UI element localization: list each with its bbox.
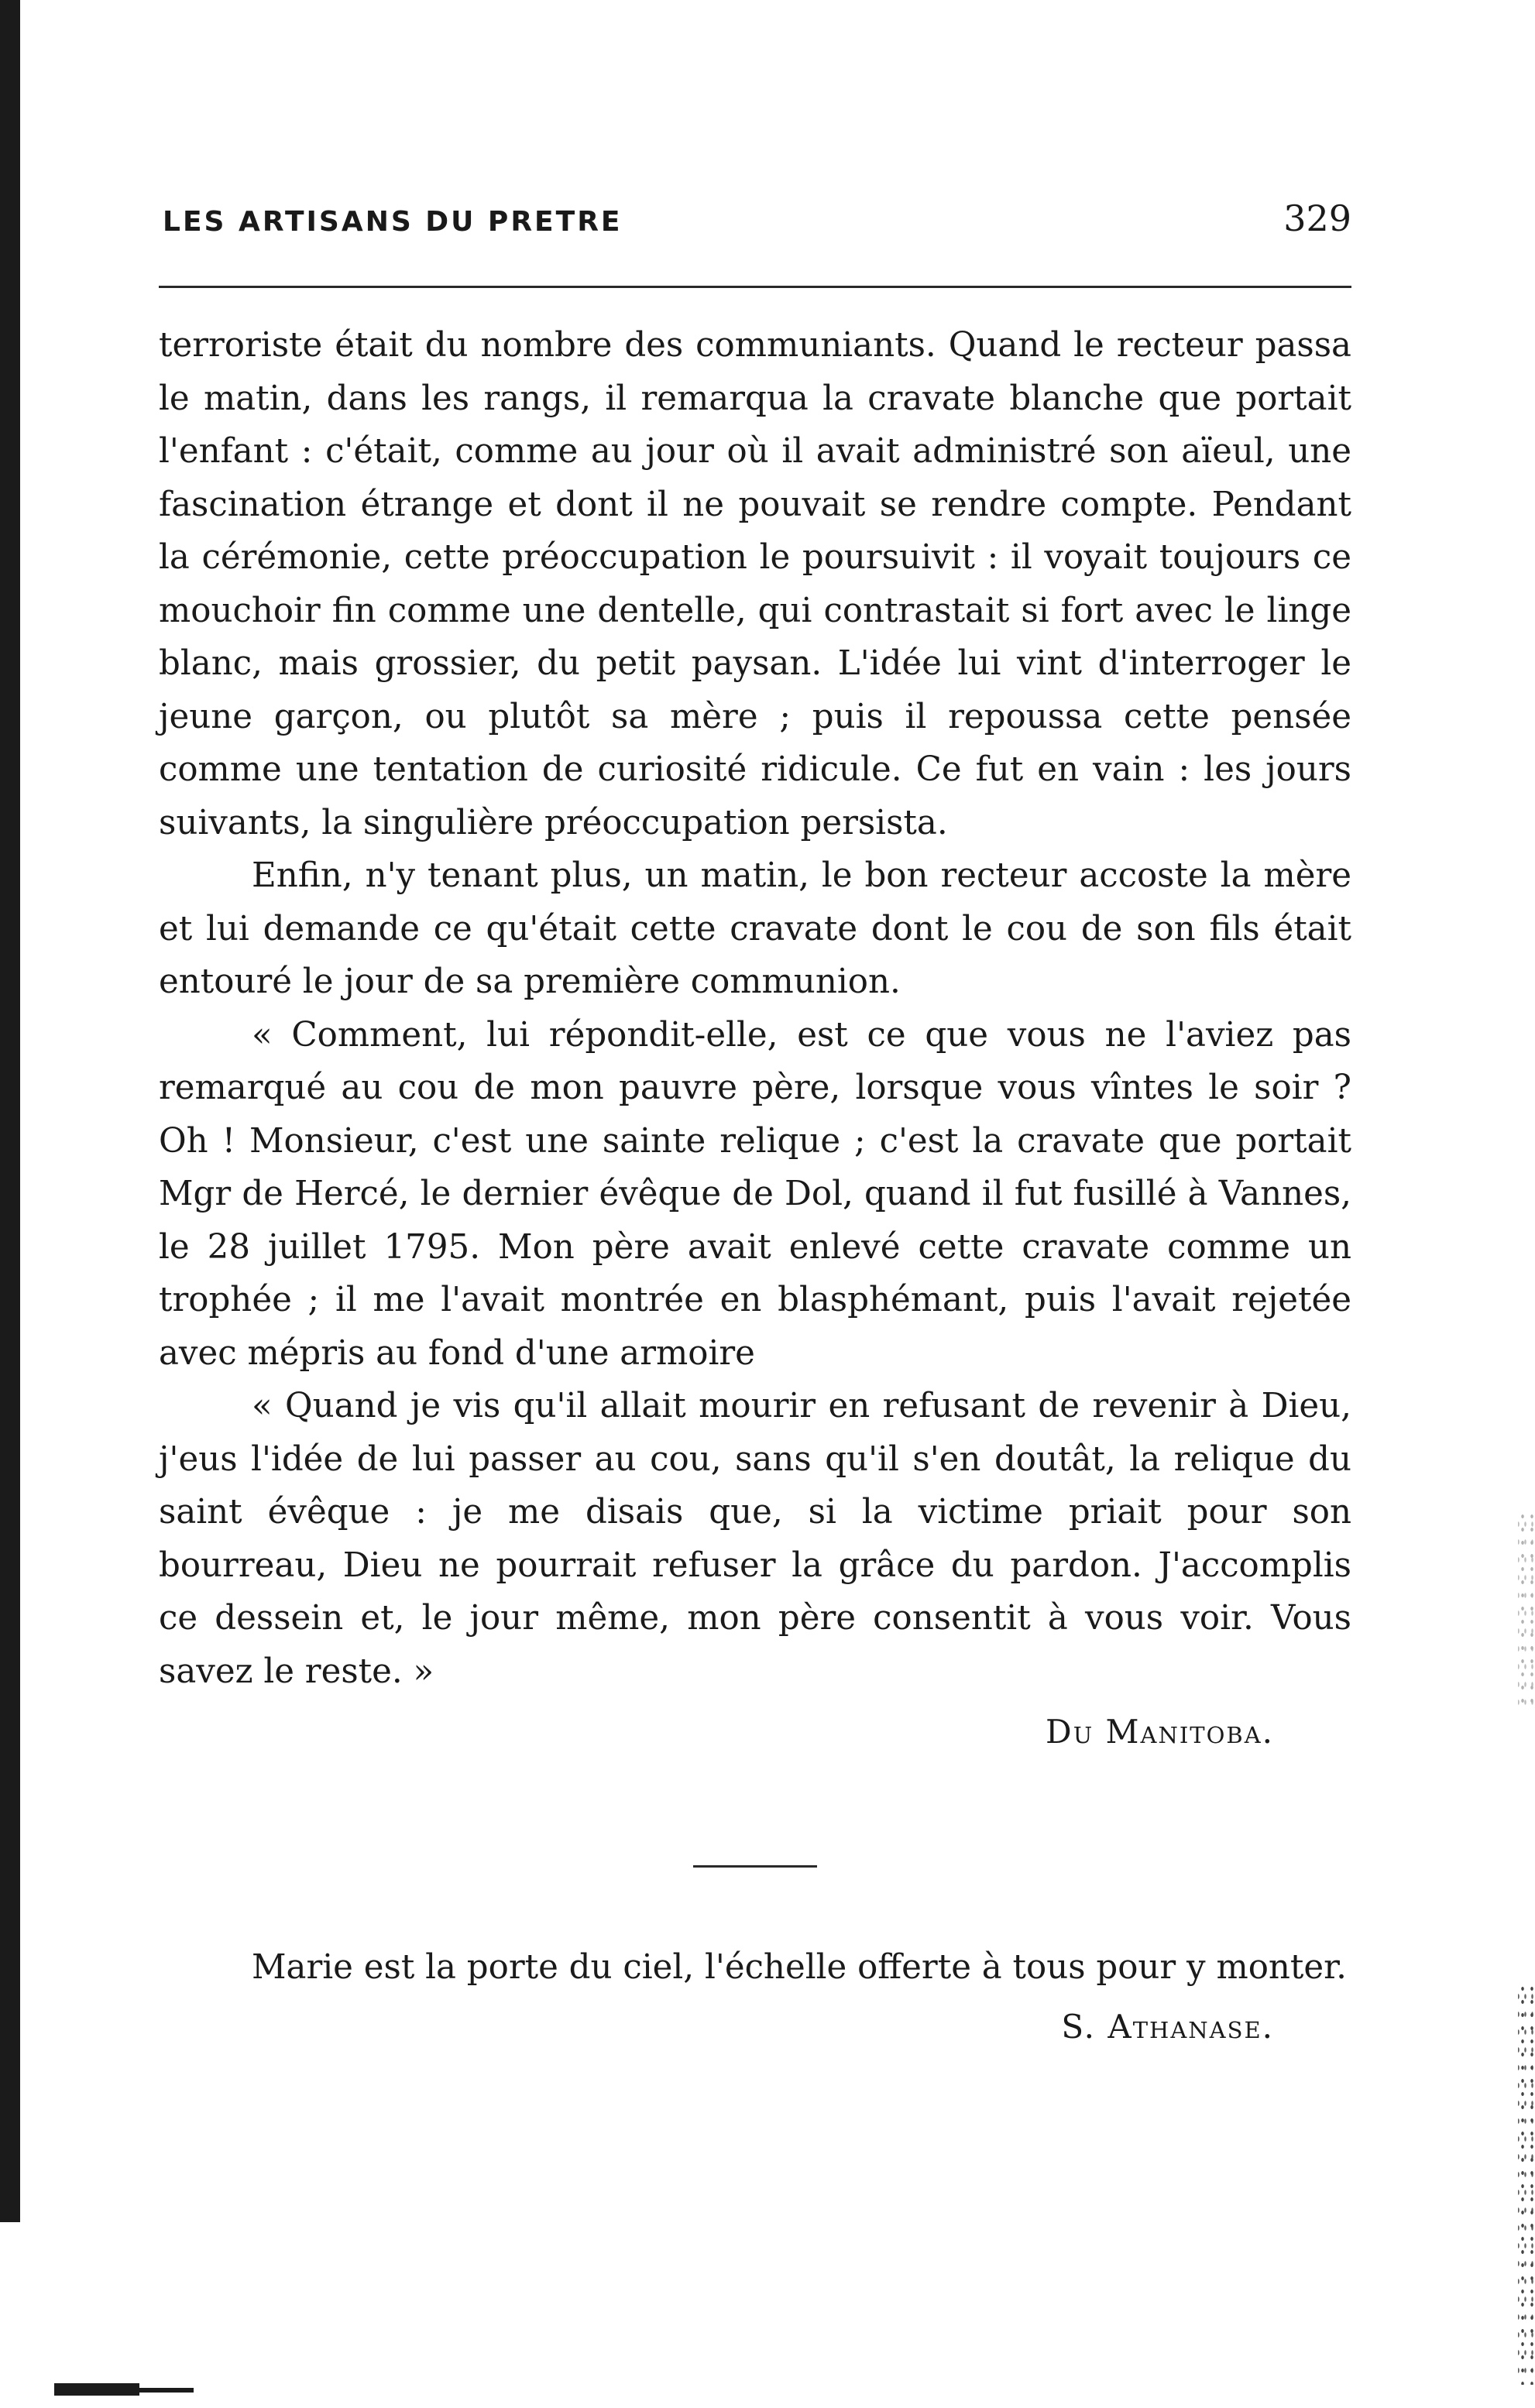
header-rule (159, 286, 1351, 288)
paragraph: « Comment, lui répondit-elle, est ce que vous ne l'aviez pas remarqué au cou de mon pauvre père, lorsque vous vîntes le soir ? Oh ! Monsieur, c'est une sainte relique ; c'est la cravate que portait Mgr de Hercé, le dernier évêque de Dol, quand il fut fusillé à Vannes, le 28 juillet 1795. Mon père avait enlevé cette cravate comme un trophée ; il me l'avait montrée en blasphémant, puis l'avait rejetée avec mépris au fond d'une armoire (159, 1015, 1351, 1373)
section-divider (693, 1865, 817, 1868)
scan-noise-artifact (1518, 1982, 1535, 2385)
scan-edge-artifact (54, 2383, 139, 2396)
epigraph-author: S. Athanase. (1061, 2007, 1274, 2046)
signature-text: Du Manitoba. (1046, 1713, 1274, 1751)
paragraph: Enfin, n'y tenant plus, un matin, le bon recteur accoste la mère et lui demande ce qu'était cette cravate dont le cou de son fils était entouré le jour de sa première communion. (159, 856, 1351, 1001)
body-text (159, 319, 1351, 1698)
scan-edge-artifact (139, 2388, 194, 2393)
epigraph-quote: Marie est la porte du ciel, l'échelle offerte à tous pour y monter. (252, 1948, 1347, 1987)
scan-edge-artifact (0, 0, 20, 2222)
paragraph: terroriste était du nombre des communiants. Quand le recteur passa le matin, dans les rangs, il remarqua la cravate blanche que portait l'enfant : c'était, comme au jour où il avait administré son aïeul, une fascination étrange et dont il ne pouvait se rendre compte. Pendant la cérémonie, cette préoccupation le poursuivit : il voyait toujours ce mouchoir fin comme une dentelle, qui contrastait si fort avec le linge blanc, mais grossier, du petit paysan. L'idée lui vint d'interroger le jeune garçon, ou plutôt sa mère ; puis il repoussa cette pensée comme une tentation de curiosité ridicule. Ce fut en vain : les jours suivants, la singulière préoccupation persista. (159, 326, 1351, 842)
running-head-title: LES ARTISANS DU PRETRE (163, 206, 623, 238)
book-page (159, 197, 1351, 2053)
running-head (159, 197, 1351, 252)
page-number: 329 (1283, 197, 1351, 239)
scan-noise-artifact (1518, 1510, 1535, 1711)
article-signature (159, 1706, 1351, 1758)
paragraph: « Quand je vis qu'il allait mourir en refusant de revenir à Dieu, j'eus l'idée de lui passer au cou, sans qu'il s'en doutât, la relique du saint évêque : je me disais que, si la victime priait pour son bourreau, Dieu ne pourrait refuser la grâce du pardon. J'accomplis ce dessein et, le jour même, mon père consentit à vous voir. Vous savez le reste. » (159, 1387, 1351, 1691)
